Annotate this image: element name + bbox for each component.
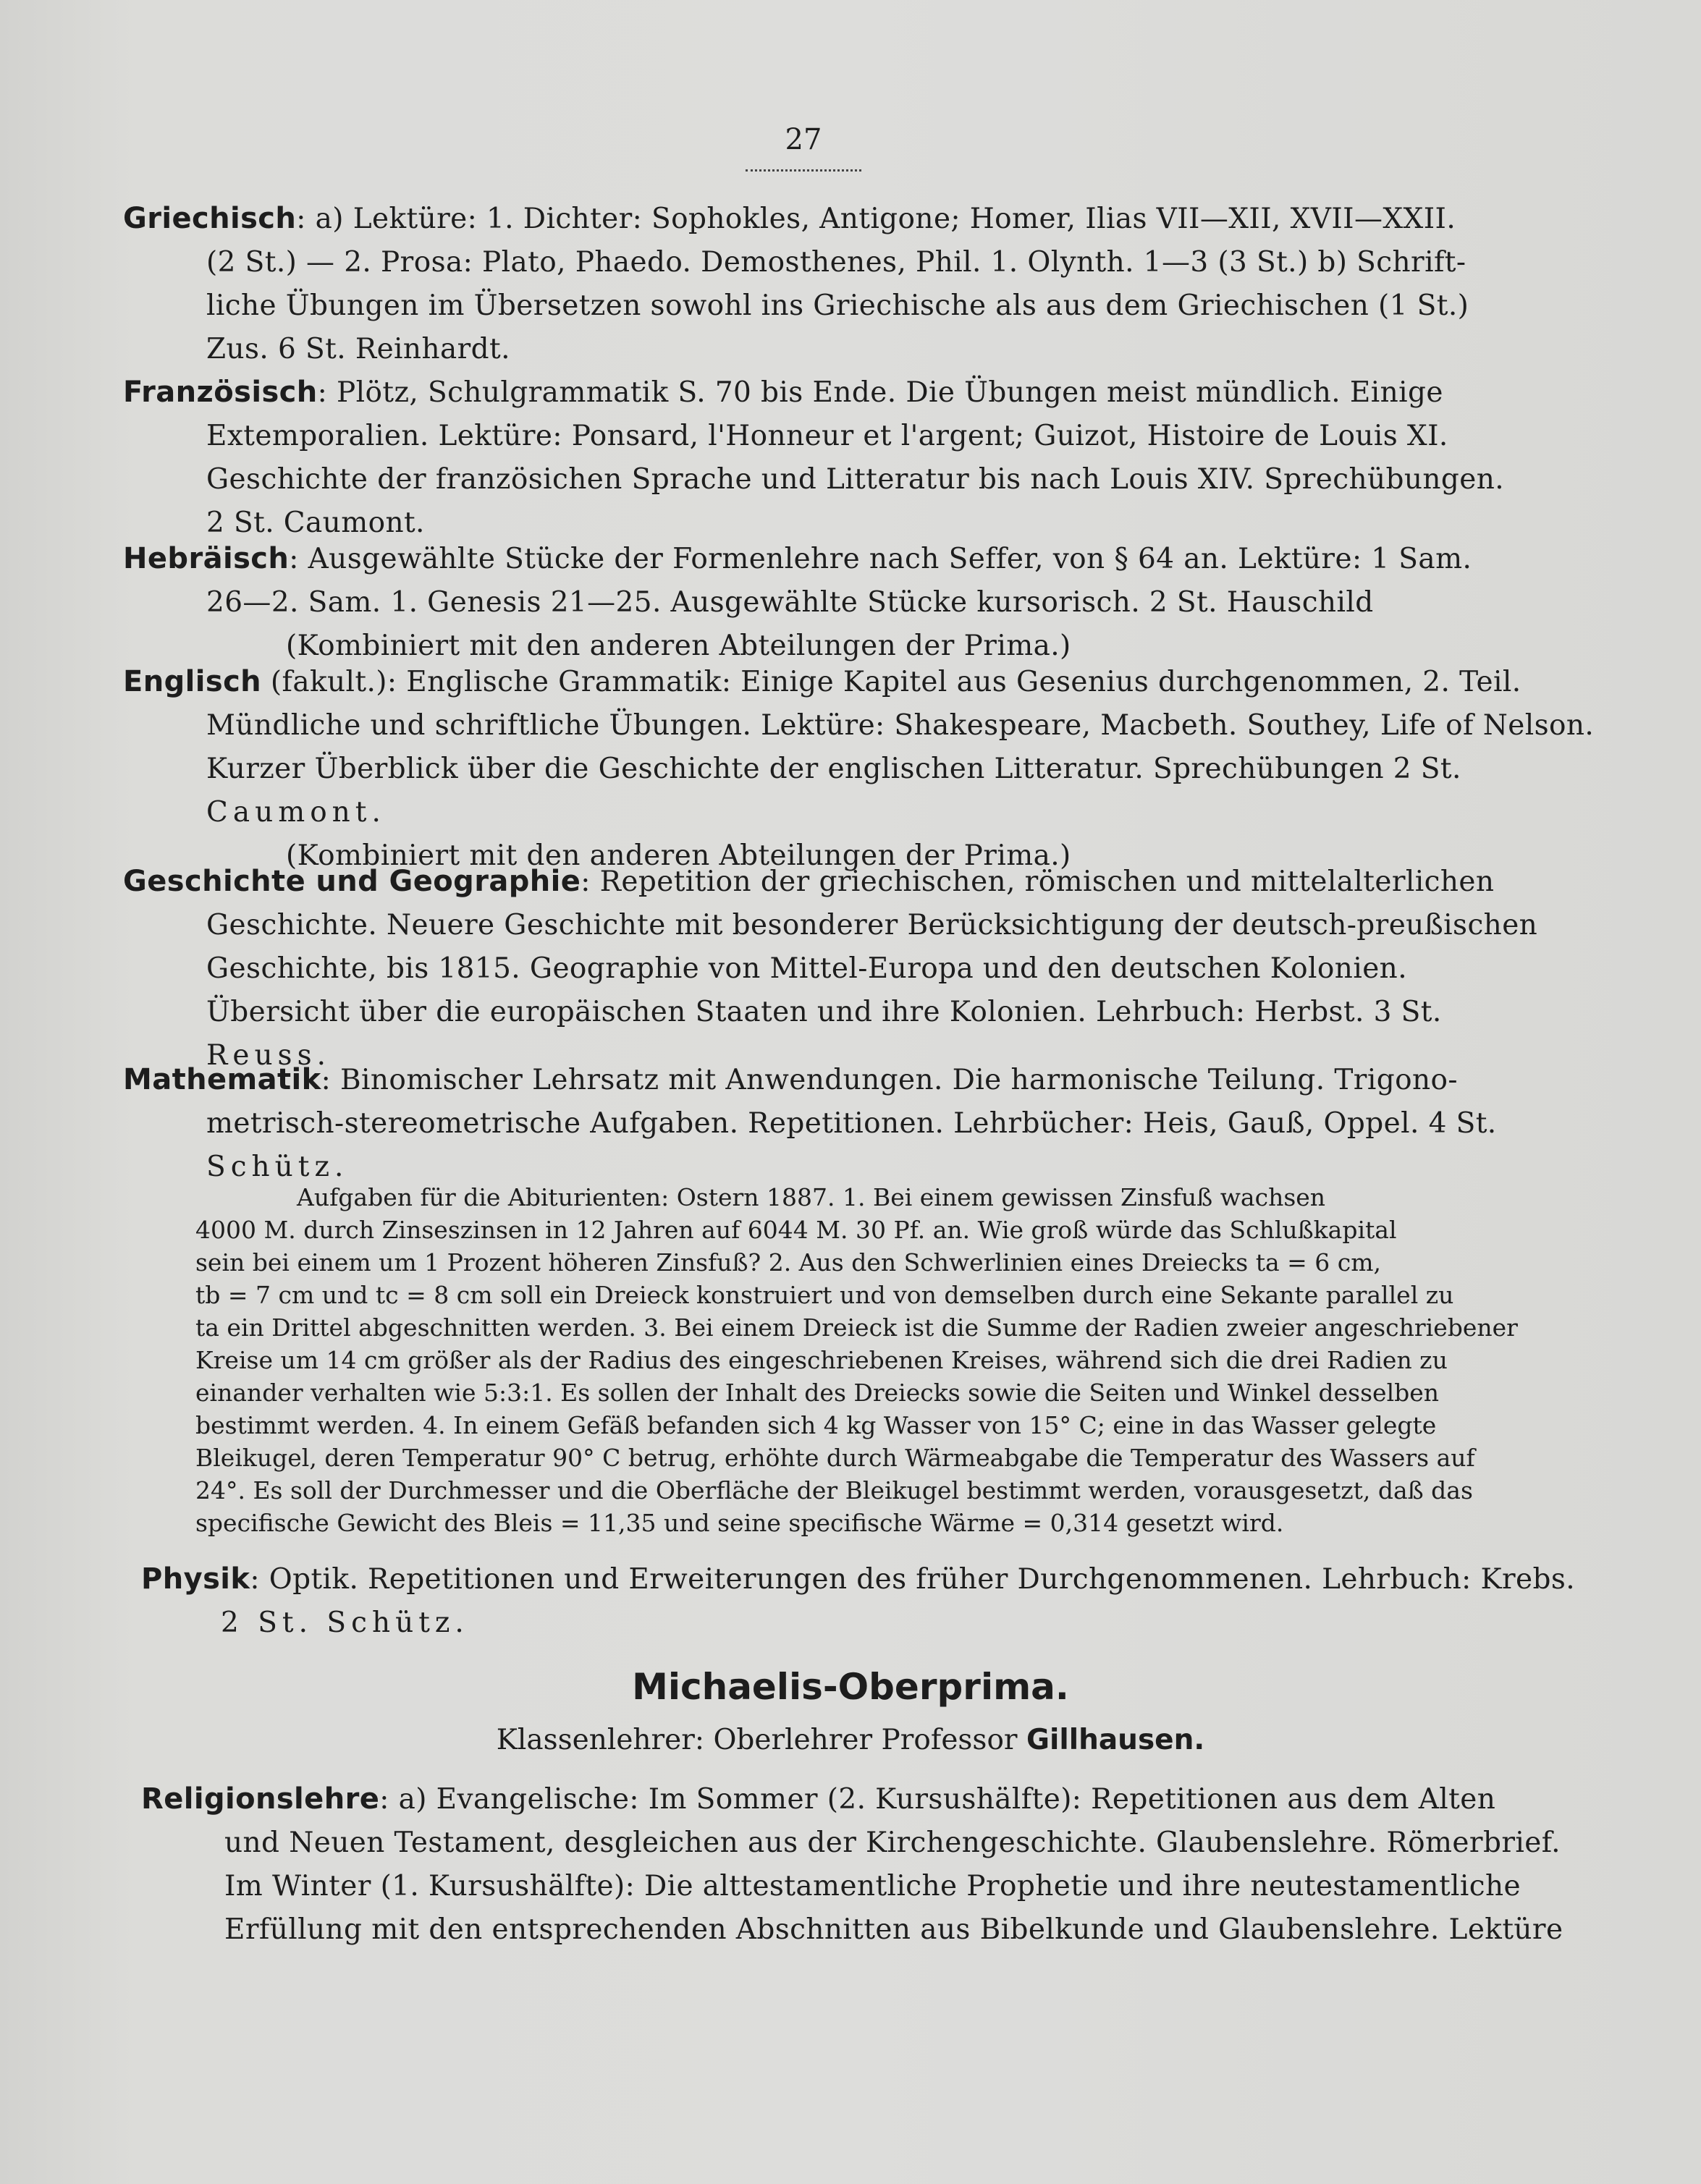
subject-mathematik: Mathematik: Binomischer Lehrsatz mit Anwendungen. Die harmonische Teilung. Trigono- metrisch-stereometrische Aufgaben. Repetitionen. Lehrbücher: Heis, Gauß, Oppel. 4 St. Schütz. [123,1058,1506,1189]
subject-line: Ausgewählte Stücke der Formenlehre nach Seffer, von § 64 an. Lektüre: 1 Sam. [308,543,1472,575]
page-number-ornament [746,165,861,172]
subject-heading: Griechisch [123,202,297,235]
subject-line: Übersicht über die europäischen Staaten und ihre Kolonien. Lehrbuch: Herbst. 3 St. [206,996,1442,1028]
subject-heading: Physik [141,1562,250,1596]
subject-line: Im Winter (1. Kursushälfte): Die alttestamentliche Prophetie und ihre neutestamentliche [224,1870,1521,1902]
subject-line: 2 St. Caumont. [206,507,425,539]
exam-line: sein bei einem um 1 Prozent höheren Zinsfuß? 2. Aus den Schwerlinien eines Dreiecks ta = 6 cm, [195,1248,1382,1277]
exam-line: Kreise um 14 cm größer als der Radius des eingeschriebenen Kreises, während sich die drei Radien zu [195,1346,1448,1374]
subject-heading: Religionslehre [141,1782,380,1816]
exam-problems [195,1181,1518,1539]
subject-heading-suffix: (fakult.) [270,666,387,698]
subject-note: (Kombiniert mit den anderen Abteilungen der Prima.) [286,630,1071,662]
subject-line: Geschichte, bis 1815. Geographie von Mittel-Europa und den deutschen Kolonien. [206,952,1407,985]
exam-line: Aufgaben für die Abiturienten: Ostern 1887. 1. Bei einem gewissen Zinsfuß wachsen [297,1183,1326,1211]
subject-line: Reuss. [206,1039,331,1072]
subject-note: (Kombiniert mit den anderen Abteilungen der Prima.) [286,839,1071,872]
subject-religionslehre: Religionslehre: a) Evangelische: Im Sommer (2. Kursushälfte): Repetitionen aus dem Alten und Neuen Testament, desgleichen aus der Kirchengeschichte. Glaubenslehre. Römerbrief. Im Winter (1. Kursushälfte): Die alttestamentliche Prophetie und ihre neutestamentliche Erfüllung mit den entsprechenden Abschnitten aus Bibelkunde und Glaubenslehre. Lektüre [141,1777,1509,1952]
subject-line: Optik. Repetitionen und Erweiterungen des früher Durchgenommenen. Lehrbuch: Krebs. [269,1563,1576,1596]
subject-line: Kurzer Überblick über die Geschichte der englischen Litteratur. Sprechübungen 2 St. [206,753,1461,785]
subject-line: Repetition der griechischen, römischen und mittelalterlichen [599,865,1495,898]
exam-line: ta ein Drittel abgeschnitten werden. 3. Bei einem Dreieck ist die Summe der Radien zweier angeschriebener [195,1313,1518,1342]
subject-line: (2 St.) — 2. Prosa: Plato, Phaedo. Demosthenes, Phil. 1. Olynth. 1—3 (3 St.) b) Schrift- [206,246,1466,279]
subject-line: Plötz, Schulgrammatik S. 70 bis Ende. Die Übungen meist mündlich. Einige [336,376,1443,409]
exam-line: 4000 M. durch Zinseszinsen in 12 Jahren auf 6044 M. 30 Pf. an. Wie groß würde das Schlußkapital [195,1216,1397,1244]
subject-geschichte-geographie: Geschichte und Geographie: Repetition der griechischen, römischen und mittelalterlichen Geschichte. Neuere Geschichte mit besonderer Berücksichtigung der deutsch-preußischen Geschichte, bis 1815. Geographie von Mittel-Europa und den deutschen Kolonien. Übersicht über die europäischen Staaten und ihre Kolonien. Lehrbuch: Herbst. 3 St. Reuss. [123,860,1506,1078]
subject-hebraeisch: Hebräisch: Ausgewählte Stücke der Formenlehre nach Seffer, von § 64 an. Lektüre: 1 Sam. 26—2. Sam. 1. Genesis 21—25. Ausgewählte Stücke kursorisch. 2 St. Hauschild (Kombiniert mit den anderen Abteilungen der Prima.) [123,537,1506,668]
subject-line: a) Evangelische: Im Sommer (2. Kursushälfte): Repetitionen aus dem Alten [398,1783,1496,1816]
subject-line: metrisch-stereometrische Aufgaben. Repetitionen. Lehrbücher: Heis, Gauß, Oppel. 4 St. [206,1107,1497,1140]
exam-line: Bleikugel, deren Temperatur 90° C betrug, erhöhte durch Wärmeabgabe die Temperatur des Wassers auf [195,1444,1475,1472]
subject-line: und Neuen Testament, desgleichen aus der Kirchengeschichte. Glaubenslehre. Römerbrief. [224,1827,1561,1859]
subject-line: Erfüllung mit den entsprechenden Abschnitten aus Bibelkunde und Glaubenslehre. Lektüre [224,1913,1563,1946]
subject-englisch: Englisch (fakult.): Englische Grammatik: Einige Kapitel aus Gesenius durchgenommen, 2. Teil. Mündliche und schriftliche Übungen. Lektüre: Shakespeare, Macbeth. Southey, Life of Nelson. Kurzer Überblick über die Geschichte der englischen Litteratur. Sprechübungen 2 St. Caumont. (Kombiniert mit den anderen Abteilungen der Prima.) [123,660,1506,878]
subject-heading: Englisch [123,665,262,698]
subject-line: 2 St. Schütz. [221,1607,469,1639]
class-teacher-name: Gillhausen. [1026,1724,1205,1756]
subject-line: liche Übungen im Übersetzen sowohl ins Griechische als aus dem Griechischen (1 St.) [206,289,1469,322]
page-number: 27 [785,123,822,156]
exam-line: specifische Gewicht des Bleis = 11,35 und seine specifische Wärme = 0,314 gesetzt wird. [195,1509,1284,1537]
exam-line: tb = 7 cm und tc = 8 cm soll ein Dreieck konstruiert und von demselben durch eine Sekante parallel zu [195,1281,1454,1309]
subject-line: Binomischer Lehrsatz mit Anwendungen. Die harmonische Teilung. Trigono- [339,1064,1458,1096]
subject-line: Geschichte der französichen Sprache und Litteratur bis nach Louis XIV. Sprechübungen. [206,463,1505,496]
subject-line: 26—2. Sam. 1. Genesis 21—25. Ausgewählte Stücke kursorisch. 2 St. Hauschild [206,586,1374,619]
subject-line: Schütz. [206,1151,349,1183]
section-title: Michaelis-Oberprima. [632,1666,1069,1708]
class-teacher [0,1724,1701,1756]
subject-franzoesisch: Französisch: Plötz, Schulgrammatik S. 70 bis Ende. Die Übungen meist mündlich. Einige Extemporalien. Lektüre: Ponsard, l'Honneur et l'argent; Guizot, Histoire de Louis XI. Geschichte der französichen Sprache und Litteratur bis nach Louis XIV. Sprechübungen. 2 St. Caumont. [123,371,1506,545]
subject-heading: Mathematik [123,1063,321,1096]
subject-heading: Französisch [123,376,318,409]
subject-line: Geschichte. Neuere Geschichte mit besonderer Berücksichtigung der deutsch-preußischen [206,909,1538,941]
exam-line: 24°. Es soll der Durchmesser und die Oberfläche der Bleikugel bestimmt werden, vorausgesetzt, daß das [195,1476,1473,1504]
subject-line: Caumont. [206,796,386,829]
subject-heading: Geschichte und Geographie [123,865,581,898]
subject-line: a) Lektüre: 1. Dichter: Sophokles, Antigone; Homer, Ilias VII—XII, XVII—XXII. [315,203,1456,235]
subject-line: Mündliche und schriftliche Übungen. Lektüre: Shakespeare, Macbeth. Southey, Life of Nelson. [206,709,1595,742]
subject-line: Extemporalien. Lektüre: Ponsard, l'Honneur et l'argent; Guizot, Histoire de Louis XI. [206,420,1448,452]
subject-heading: Hebräisch [123,542,290,575]
subject-line: Englische Grammatik: Einige Kapitel aus Gesenius durchgenommen, 2. Teil. [406,666,1521,698]
subject-line: Zus. 6 St. Reinhardt. [206,333,510,365]
exam-line: bestimmt werden. 4. In einem Gefäß befanden sich 4 kg Wasser von 15° C; eine in das Wasser gelegte [195,1411,1437,1439]
subject-physik: Physik: Optik. Repetitionen und Erweiterungen des früher Durchgenommenen. Lehrbuch: Krebs. 2 St. Schütz. [141,1557,1509,1645]
class-teacher-label: Klassenlehrer: Oberlehrer Professor [496,1724,1018,1756]
exam-line: einander verhalten wie 5:3:1. Es sollen der Inhalt des Dreiecks sowie die Seiten und Winkel desselben [195,1379,1440,1407]
subject-griechisch: Griechisch: a) Lektüre: 1. Dichter: Sophokles, Antigone; Homer, Ilias VII—XII, XVII—XXII. (2 St.) — 2. Prosa: Plato, Phaedo. Demosthenes, Phil. 1. Olynth. 1—3 (3 St.) b) Schrift- liche Übungen im Übersetzen sowohl ins Griechische als aus dem Griechischen (1 St.) Zus. 6 St. Reinhardt. [123,197,1506,371]
